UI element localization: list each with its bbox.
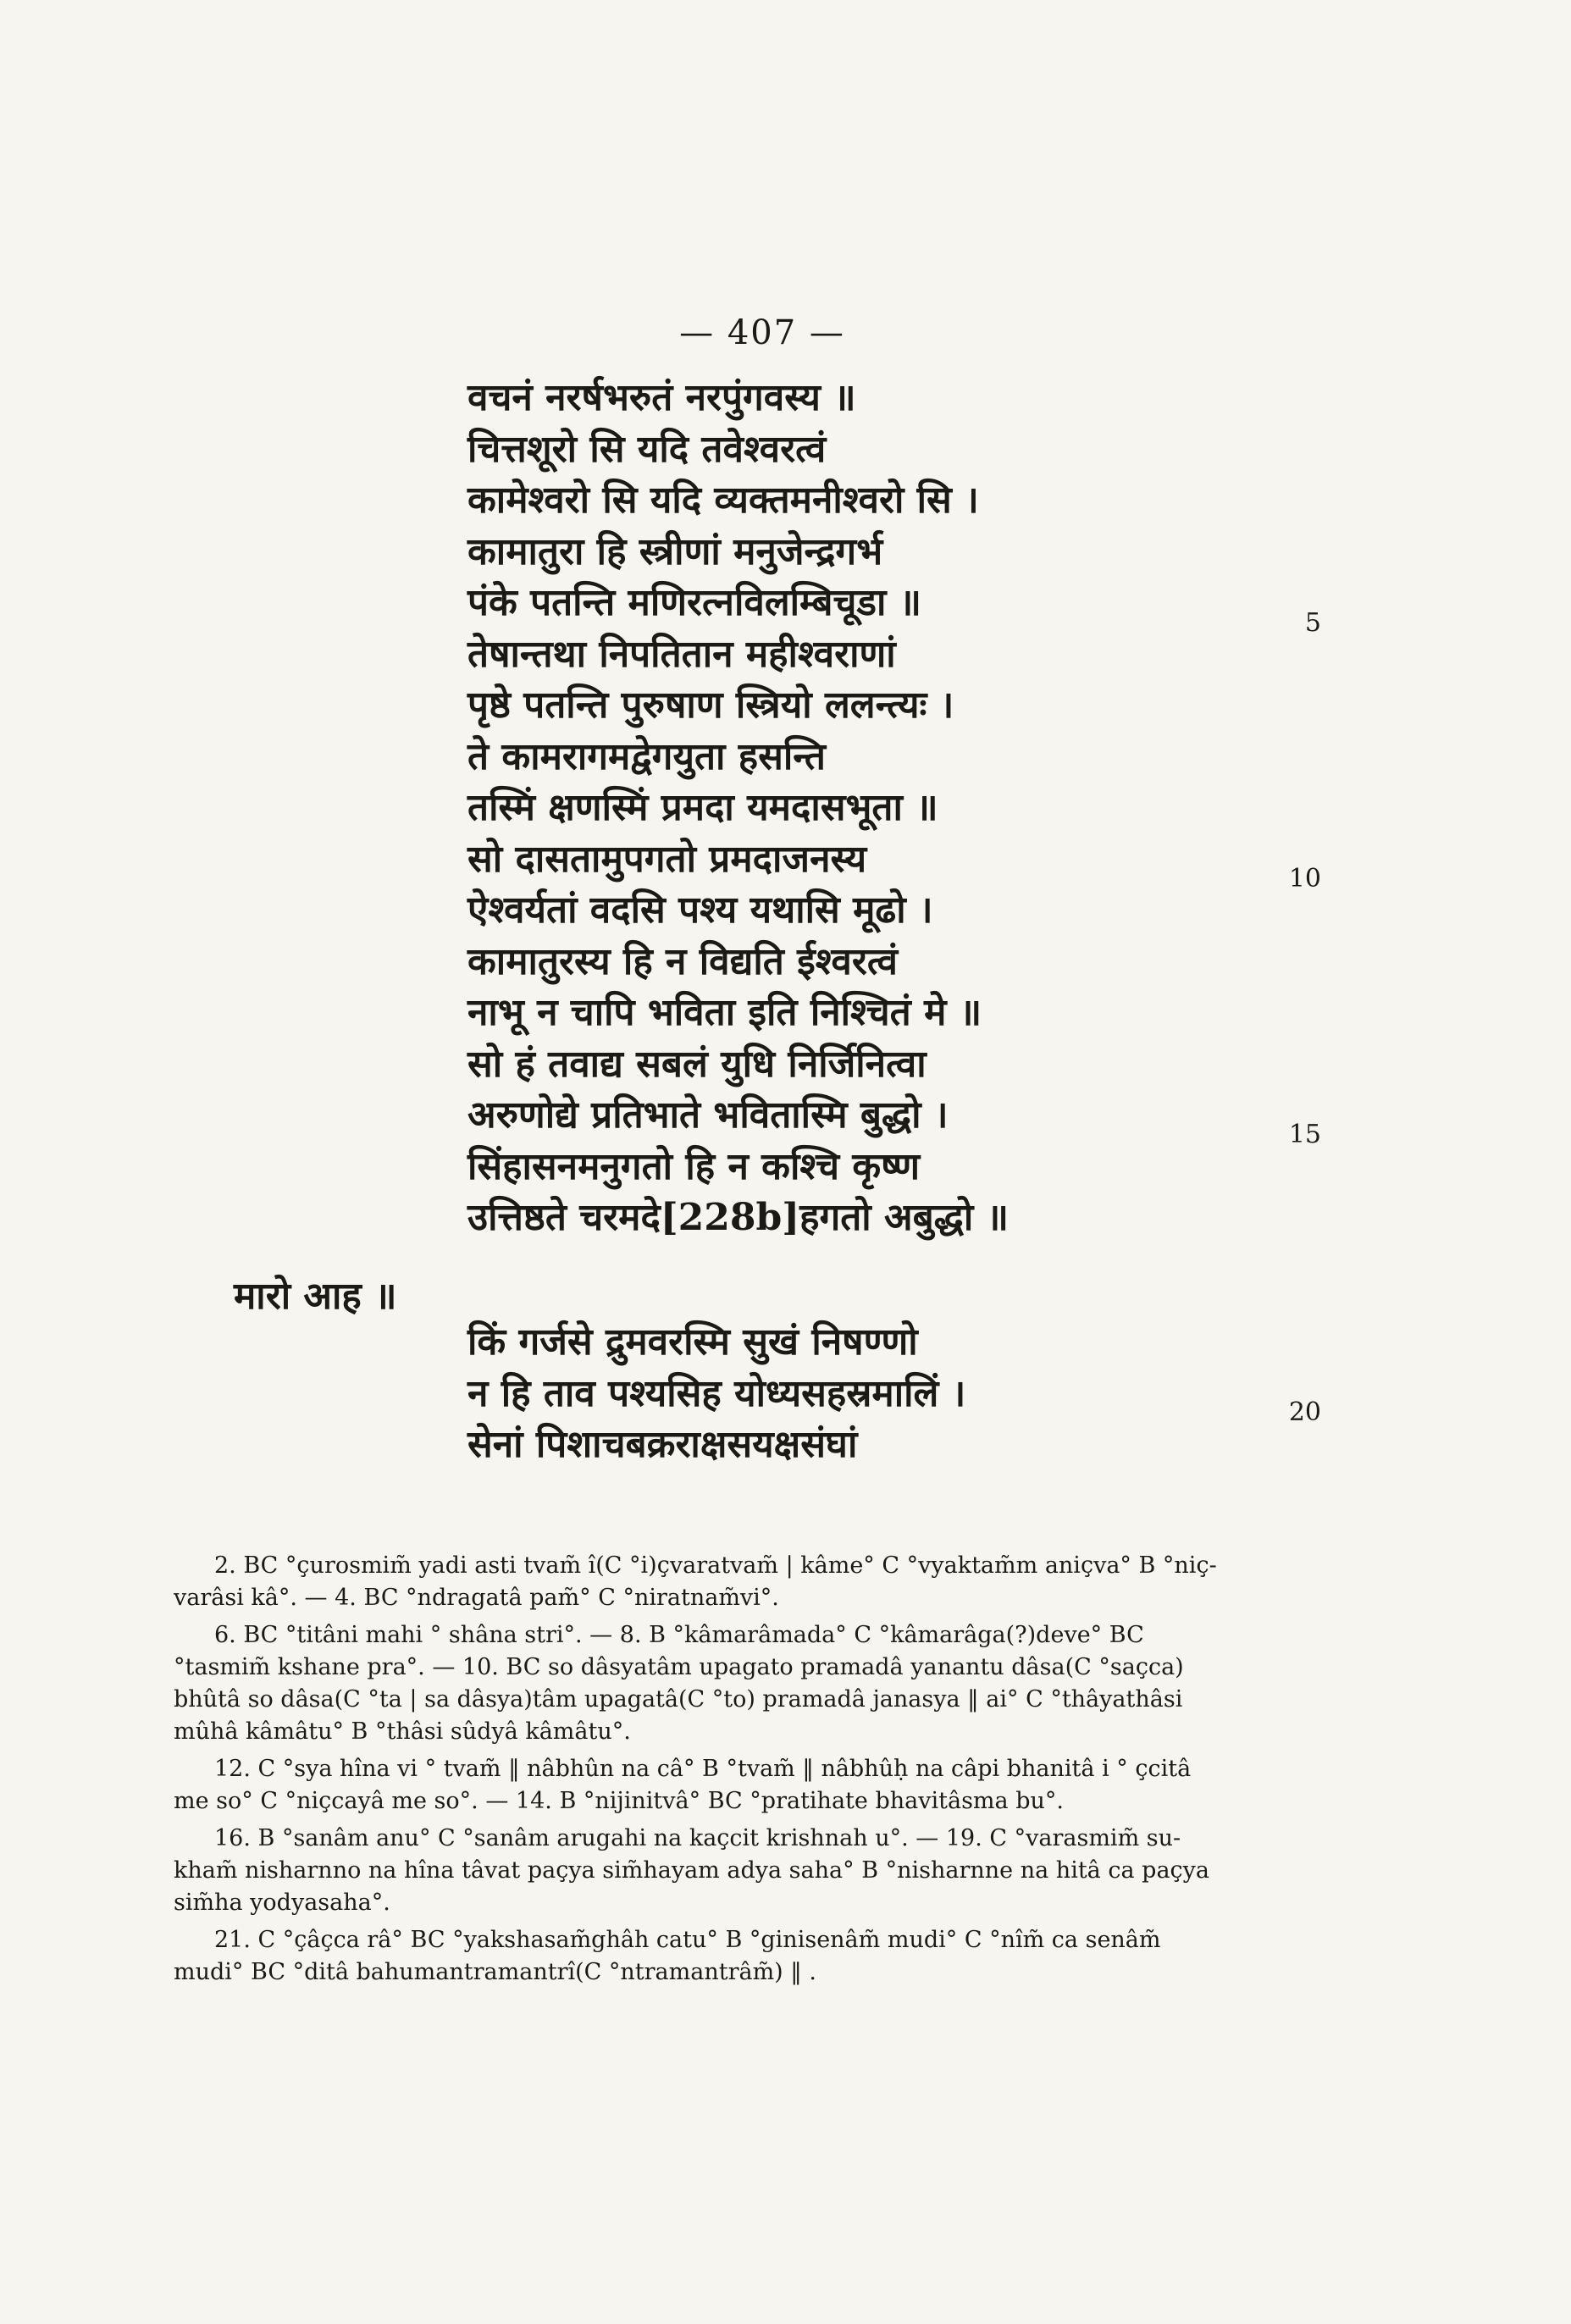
footnote-line: bhûtâ so dâsa(C °ta | sa dâsya)tâm upagatâ(C °to) pramadâ janasya ‖ ai° C °thâyathâsi [174,1686,1183,1713]
verse-line: नाभू न चापि भविता इति निश्चितं मे ॥ [467,991,982,1034]
footnote [174,1550,1304,1614]
verse-line: किं गर्जसे द्रुमवरस्मि सुखं निषण्णो [467,1320,918,1364]
verse-block-main [467,373,1314,1244]
footnote-line: 2. BC °çurosmim̃ yadi asti tvam̃ î(C °i)çvaratvam̃ | kâme° C °vyaktam̃m aniçva° B °niç- [214,1552,1217,1579]
verse-line: उत्तिष्ठते चरमदे[228b]हगतो अबुद्धो ॥ [467,1196,1009,1239]
line-number: 15 [1288,1120,1321,1149]
verse-line: ऐश्वर्यतां वदसि पश्य यथासि मूढो । [467,888,933,932]
footnote [174,1619,1304,1748]
verse-block-mara [467,1317,1314,1471]
footnote-line: me so° C °niçcayâ me so°. — 14. B °nijinitvâ° BC °pratihate bhavitâsma bu°. [174,1788,1064,1814]
verse-line: चित्तशूरो सि यदि तवेश्वरत्वं [467,427,827,471]
verse-line: अरुणोद्ये प्रतिभाते भवितास्मि बुद्धो । [467,1093,949,1137]
footnote-line: 21. C °çâçca râ° BC °yakshasam̃ghâh catu° B °ginisenâm̃ mudi° C °nîm̃ ca senâm̃ [214,1927,1161,1953]
footnote-line: mudi° BC °ditâ bahumantramantrî(C °ntramantrâm̃) ‖ . [174,1959,816,1985]
footnote-line: 16. B °sanâm anu° C °sanâm arugahi na kaçcit krishnah u°. — 19. C °varasmim̃ su- [214,1825,1181,1851]
line-number: 5 [1304,608,1321,638]
footnote-line: varâsi kâ°. — 4. BC °ndragatâ pam̃° C °niratnam̃vi°. [174,1585,779,1611]
verse-line: वचनं नरर्षभरुतं नरपुंगवस्य ॥ [467,376,856,419]
footnote-line: mûhâ kâmâtu° B °thâsi sûdyâ kâmâtu°. [174,1718,631,1745]
verse-line: पंके पतन्ति मणिरत्नविलम्बिचूडा ॥ [467,581,922,624]
verse-line: कामेश्वरो सि यदि व्यक्तमनीश्वरो सि । [467,479,979,522]
verse-line: सो दासतामुपगतो प्रमदाजनस्य [467,837,867,881]
verse-line: तेषान्तथा निपतितान महीश्वराणां [467,632,896,676]
verse-line: ते कामरागमद्वेगयुता हसन्ति [467,734,826,778]
verse-line: पृष्ठे पतन्ति पुरुषाण स्त्रियो ललन्त्यः । [467,683,954,727]
footnote-line: °tasmim̃ kshane pra°. — 10. BC so dâsyatâm upagato pramadâ yanantu dâsa(C °saçca) [174,1654,1184,1680]
verse-line: तस्मिं क्षणस्मिं प्रमदा यमदासभूता ॥ [467,786,938,829]
verse-line: कामातुरस्य हि न विद्यति ईश्वरत्वं [467,939,899,983]
footnote-line: 12. C °sya hîna vi ° tvam̃ ‖ nâbhûn na câ° B °tvam̃ ‖ nâbhûḥ na câpi bhanitâ i ° çcitâ [214,1756,1192,1782]
critical-apparatus [174,1550,1304,1994]
footnote [174,1753,1304,1818]
verse-line: सेनां पिशाचबक्रराक्षसयक्षसंघां [467,1423,858,1466]
line-number: 20 [1288,1397,1321,1427]
footnote [174,1823,1304,1919]
page-number: — 407 — [679,313,845,352]
verse-line: कामातुरा हि स्त्रीणां मनुजेन्द्रगर्भ [467,529,883,573]
footnote [174,1924,1304,1989]
verse-line: सिंहासनमनुगतो हि न कश्चि कृष्ण [467,1144,921,1188]
footnote-line: kham̃ nisharnno na hîna tâvat paçya sim̃hayam adya saha° B °nisharnne na hitâ ca paçya [174,1857,1210,1884]
line-number: 10 [1288,864,1321,894]
speaker-heading: मारो आह ॥ [234,1275,397,1318]
footnote-line: 6. BC °titâni mahi ° shâna stri°. — 8. B °kâmarâmada° C °kâmarâga(?)deve° BC [214,1622,1144,1648]
footnote-line: sim̃ha yodyasaha°. [174,1890,390,1916]
verse-line: सो हं तवाद्य सबलं युधि निर्जिनित्वा [467,1042,927,1086]
verse-line: न हि ताव पश्यसिह योध्यसहस्रमालिं । [467,1371,966,1415]
